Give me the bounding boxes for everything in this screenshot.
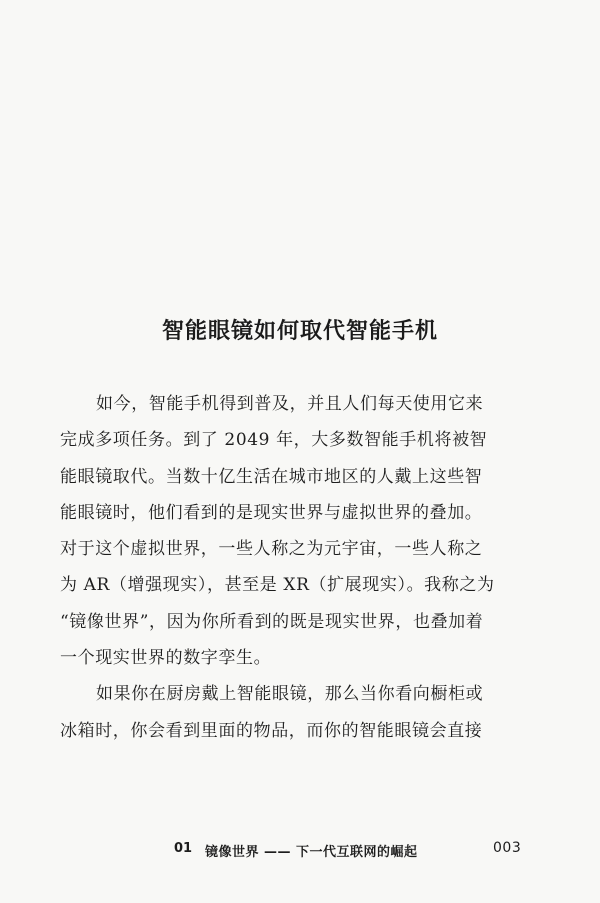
- text-line: 如今，智能手机得到普及，并且人们每天使用它来: [96, 394, 484, 414]
- text-line: 冰箱时，你会看到里面的物品，而你的智能眼镜会直接: [60, 720, 483, 741]
- chapter-number: 01: [174, 841, 193, 856]
- paragraph-2: [60, 676, 538, 749]
- body-text: [60, 386, 538, 749]
- text-line: 一个现实世界的数字孪生。: [60, 648, 272, 669]
- paragraph-1: [60, 386, 538, 676]
- text-line: 为 AR（增强现实），甚至是 XR（扩展现实）。我称之为: [60, 575, 495, 596]
- text-line: 能眼镜取代。当数十亿生活在城市地区的人戴上这些智: [60, 466, 483, 487]
- text-line: 能眼镜时，他们看到的是现实世界与虚拟世界的叠加。: [60, 502, 483, 523]
- text-line: 对于这个虚拟世界，一些人称之为元宇宙，一些人称之: [60, 539, 483, 560]
- chapter-title: 镜像世界 —— 下一代互联网的崛起: [205, 845, 418, 860]
- section-heading: 智能眼镜如何取代智能手机: [161, 319, 438, 344]
- text-line: 如果你在厨房戴上智能眼镜，那么当你看向橱柜或: [96, 684, 484, 705]
- page-number: 003: [493, 840, 522, 856]
- text-line: “镜像世界”，因为你所看到的既是现实世界，也叠加着: [60, 611, 484, 632]
- page-footer: [0, 838, 600, 862]
- text-line: 完成多项任务。到了 2049 年，大多数智能手机将被智: [60, 430, 488, 451]
